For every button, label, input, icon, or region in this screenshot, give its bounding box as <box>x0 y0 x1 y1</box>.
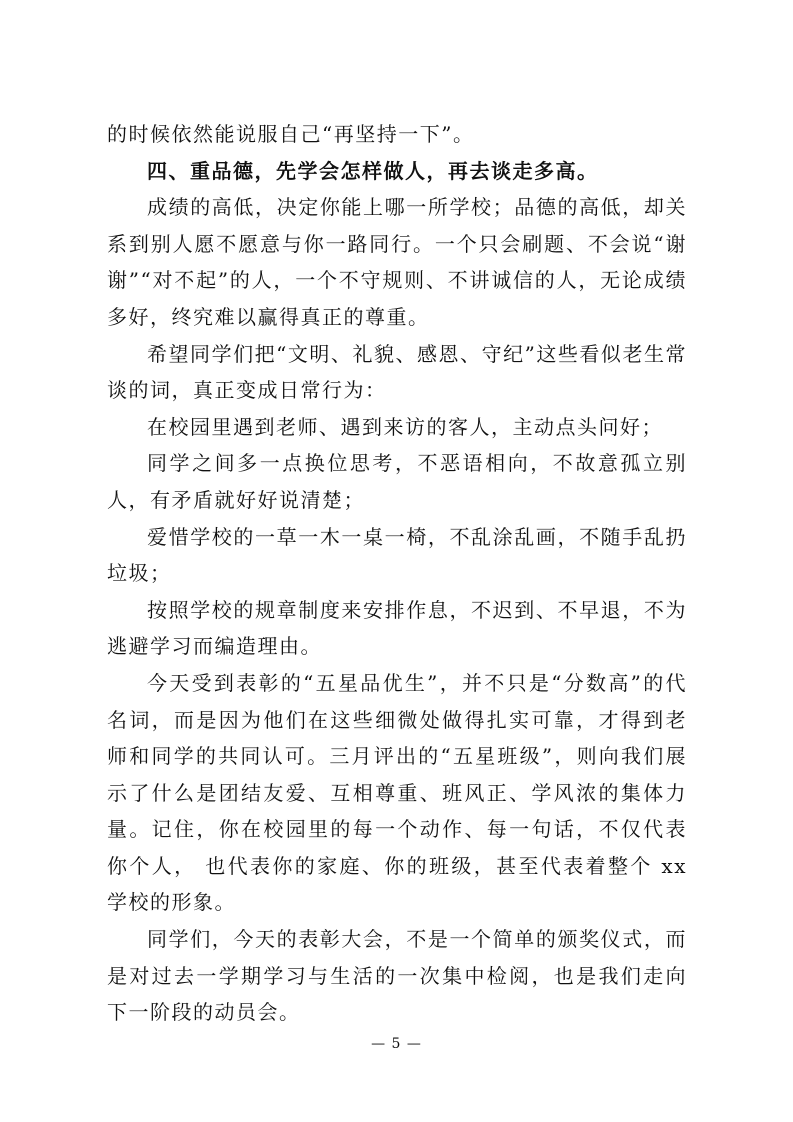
paragraph: 爱惜学校的一草一木一桌一椅，不乱涂乱画，不随手乱扔垃圾； <box>107 524 687 586</box>
paragraph: 成绩的高低，决定你能上哪一所学校；品德的高低，却关系到别人愿不愿意与你一路同行。一个只会刷题、不会说“谢谢”“对不起”的人，一个不守规则、不讲诚信的人，无论成绩多好，终究难以赢得真正的尊重。 <box>107 195 687 329</box>
page-number: — 5 — <box>371 1036 422 1052</box>
paragraph: 同学们，今天的表彰大会，不是一个简单的颁奖仪式，而是对过去一学期学习与生活的一次集中检阅，也是我们走向下一阶段的动员会。 <box>107 927 687 1025</box>
paragraph-continued: 的时候依然能说服自己“再坚持一下”。 <box>107 122 475 146</box>
paragraph: 今天受到表彰的“五星品优生”，并不只是“分数高”的代名词，而是因为他们在这些细微处做得扎实可靠，才得到老师和同学的共同认可。三月评出的“五星班级”，则向我们展示了什么是团结友爱、互相尊重、班风正、学风浓的集体力量。记住，你在校园里的每一个动作、每一句话，不仅代表你个人， 也代表你的家庭、你的班级，甚至代表着整个 xx 学校的形象。 <box>107 670 687 915</box>
section-heading: 四、重品德，先学会怎样做人，再去谈走多高。 <box>147 158 599 183</box>
body-text <box>107 116 687 1031</box>
paragraph: 按照学校的规章制度来安排作息，不迟到、不早退，不为逃避学习而编造理由。 <box>107 597 687 659</box>
paragraph: 希望同学们把“文明、礼貌、感恩、守纪”这些看似老生常谈的词，真正变成日常行为： <box>107 341 687 403</box>
paragraph: 同学之间多一点换位思考，不恶语相向，不故意孤立别人，有矛盾就好好说清楚； <box>107 451 687 512</box>
paragraph: 在校园里遇到老师、遇到来访的客人，主动点头问好； <box>147 414 663 439</box>
